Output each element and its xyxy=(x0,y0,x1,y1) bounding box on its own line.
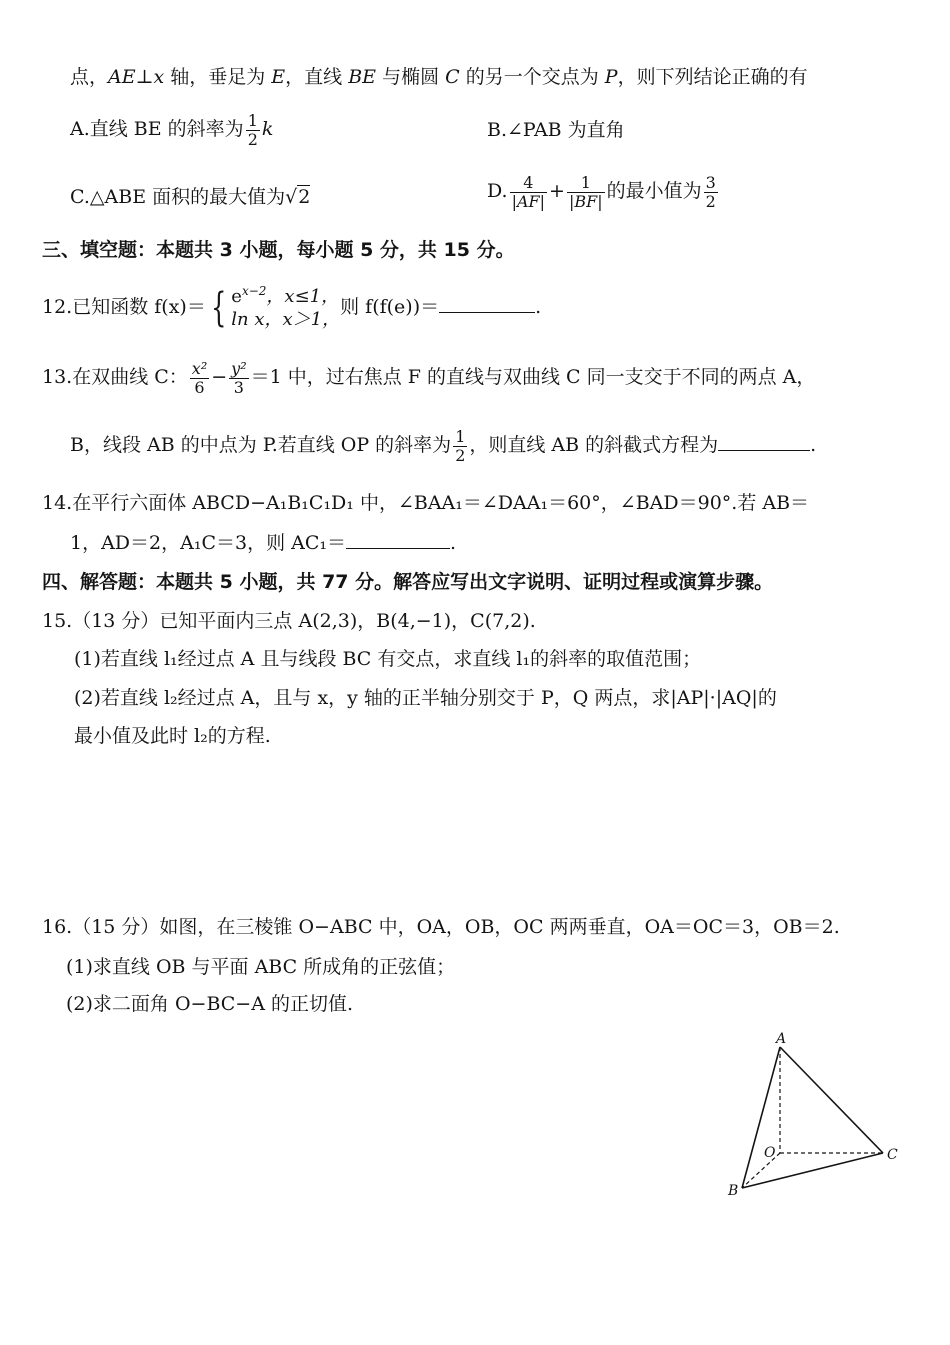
q14-line-2 xyxy=(70,534,456,553)
q13-y-fraction xyxy=(229,360,248,396)
q11-e: E xyxy=(271,66,286,88)
q14-end: . xyxy=(450,532,457,554)
sqrt-sign: √ xyxy=(285,186,298,208)
q16-part-1: (1)求直线 OB 与平面 ABC 所成角的正弦值； xyxy=(66,956,456,978)
q14-line-1: 14.在平行六面体 ABCD−A₁B₁C₁D₁ 中，∠BAA₁＝∠DAA₁＝60°，∠BAD＝90°.若 AB＝ xyxy=(42,492,810,514)
q12-suffix: 则 f(f(e))＝ xyxy=(340,295,440,318)
q11-text: ，直线 xyxy=(285,66,349,88)
fraction-denominator: 2 xyxy=(705,191,716,211)
q12-cases xyxy=(231,284,340,332)
q11-p: P xyxy=(604,66,618,88)
q12-case1-exp: x−2 xyxy=(241,284,267,298)
fraction-numerator: x² xyxy=(191,359,208,378)
fraction-denominator: 6 xyxy=(194,377,205,397)
fraction-numerator: 3 xyxy=(705,173,716,192)
section-4-heading: 四、解答题：本题共 5 小题，共 77 分。解答应写出文字说明、证明过程或演算步骤。 xyxy=(42,571,774,593)
q12-answer-blank[interactable] xyxy=(439,312,535,313)
q15-part-2a: (2)若直线 l₂经过点 A，且与 x，y 轴的正半轴分别交于 P，Q 两点，求|AP|·|AQ|的 xyxy=(74,687,777,709)
q13-end: . xyxy=(810,434,817,457)
q16-part-2: (2)求二面角 O−BC−A 的正切值. xyxy=(66,993,354,1015)
sqrt-value: 2 xyxy=(298,186,311,208)
fraction-denominator: 2 xyxy=(455,445,466,465)
q11-c: C xyxy=(445,66,460,88)
q14-line2-text: 1，AD＝2，A₁C＝3，则 AC₁＝ xyxy=(70,532,347,554)
fraction-numerator: y² xyxy=(231,359,247,378)
q15-stem: 15.（13 分）已知平面内三点 A(2,3)，B(4,−1)，C(7,2). xyxy=(42,610,536,632)
q13-prefix: 13.在双曲线 C： xyxy=(42,366,188,389)
q13-k-fraction xyxy=(453,428,467,464)
option-b: B.∠PAB 为直角 xyxy=(487,119,625,141)
fraction-denominator: 2 xyxy=(247,129,258,149)
q14-answer-blank[interactable] xyxy=(346,548,450,549)
fraction-numerator: 4 xyxy=(510,174,547,193)
edge-ab xyxy=(742,1047,780,1188)
q15-part-2b: 最小值及此时 l₂的方程. xyxy=(74,725,271,747)
section-3-heading: 三、填空题：本题共 3 小题，每小题 5 分，共 15 分。 xyxy=(42,239,515,261)
q11-text: 的另一个交点为 xyxy=(459,66,605,88)
q12-end: . xyxy=(535,295,542,318)
q13-line2-prefix: B，线段 AB 的中点为 P.若直线 OP 的斜率为 xyxy=(70,434,452,457)
vertex-a-label: A xyxy=(776,1031,787,1047)
q13-line-2 xyxy=(70,428,816,464)
fraction-denominator: |BF| xyxy=(568,191,603,211)
q11-be: BE xyxy=(348,66,377,88)
q13-line2-suffix: ，则直线 AB 的斜截式方程为 xyxy=(469,434,719,457)
vertex-o-label: O xyxy=(764,1145,776,1161)
tetrahedron-figure xyxy=(720,1025,910,1205)
option-d-fraction-3 xyxy=(704,174,718,210)
option-c xyxy=(70,188,310,207)
option-a-var: k xyxy=(261,118,274,141)
option-d-fraction-1 xyxy=(510,174,547,210)
q12-case-2: ln x，x＞1， xyxy=(231,309,341,331)
q12-case1-cond: ，x≤1， xyxy=(266,286,340,307)
option-d xyxy=(487,174,720,210)
q11-ae-perp: AE⊥x xyxy=(108,66,165,88)
q11-text: 轴，垂足为 xyxy=(164,66,272,88)
option-a-label: A.直线 BE 的斜率为 xyxy=(70,118,244,141)
edge-ac xyxy=(780,1047,883,1153)
fraction-numerator: 1 xyxy=(455,427,466,446)
fraction-numerator: 1 xyxy=(567,174,605,193)
brace-icon: { xyxy=(210,284,227,331)
option-d-fraction-2 xyxy=(567,174,605,210)
vertex-c-label: C xyxy=(887,1147,898,1163)
option-a xyxy=(70,112,273,148)
fraction-denominator: 3 xyxy=(233,377,244,397)
q13-line-1 xyxy=(42,360,815,396)
q11-text: 点， xyxy=(70,66,109,88)
minus-sign: − xyxy=(211,366,228,389)
q15-part-1: (1)若直线 l₁经过点 A 且与线段 BC 有交点，求直线 l₁的斜率的取值范围； xyxy=(74,648,702,670)
q13-suffix: ＝1 中，过右焦点 F 的直线与双曲线 C 同一支交于不同的两点 A， xyxy=(250,366,816,389)
option-d-label: D. xyxy=(487,180,508,203)
q12-case1-base: e xyxy=(231,286,242,307)
q11-text: 与椭圆 xyxy=(376,66,446,88)
vertex-b-label: B xyxy=(728,1183,739,1199)
fraction-denominator: |AF| xyxy=(511,191,546,211)
q13-answer-blank[interactable] xyxy=(718,450,810,451)
option-a-fraction xyxy=(246,112,260,148)
plus-sign: + xyxy=(549,180,565,203)
q12-case-1 xyxy=(231,284,340,308)
q12 xyxy=(42,284,541,332)
fraction-numerator: 1 xyxy=(247,111,258,130)
q13-x-fraction xyxy=(190,360,209,396)
option-c-label: C.△ABE 面积的最大值为 xyxy=(70,186,286,208)
q11-tail-line xyxy=(70,68,808,87)
option-d-text: 的最小值为 xyxy=(606,180,702,203)
q16-stem: 16.（15 分）如图，在三棱锥 O−ABC 中，OA，OB，OC 两两垂直，OA＝OC＝3，OB＝2. xyxy=(42,916,840,938)
q12-prefix: 12.已知函数 f(x)＝ xyxy=(42,295,206,318)
q11-text: ，则下列结论正确的有 xyxy=(617,66,808,88)
